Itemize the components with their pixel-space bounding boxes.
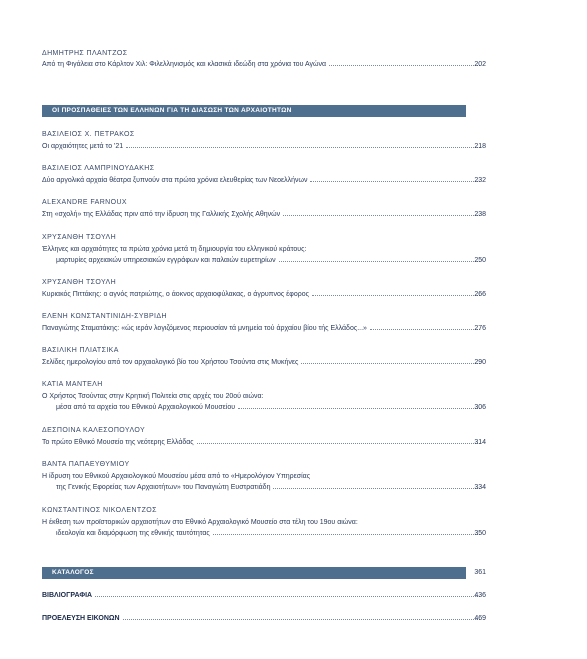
entry-page-number: 334 <box>474 484 486 491</box>
entry-title-line-1: Η ίδρυση του Εθνικού Αρχαιολογικού Μουσείου μέσα από το «Ημερολόγιον Υπηρεσίας <box>42 473 311 480</box>
leader-dots <box>370 329 480 330</box>
leader-dots <box>95 596 480 597</box>
bibliography-entry: ΒΙΒΛΙΟΓΡΑΦΙΑ <box>42 589 483 599</box>
image-sources-page-number: 469 <box>474 615 486 622</box>
entry-title-line-2: μέσα από τα αρχεία του Εθνικού Αρχαιολογικού Μουσείου <box>56 401 483 411</box>
entry-title-line-1: Έλληνες και αρχαιότητες τα πρώτα χρόνια μετά τη δημιουργία του ελληνικού κράτους: <box>42 246 307 253</box>
entry-page-number: 276 <box>474 325 486 332</box>
entry-title-line-2: μαρτυρίες αρχειακών υπηρεσιακών εγγράφων και παλαιών ευρετηρίων <box>56 254 483 264</box>
catalog-page-number: 361 <box>474 569 486 576</box>
entry-title: Στη «σχολή» της Ελλάδας πριν από την ίδρυση της Γαλλικής Σχολής Αθηνών <box>42 208 483 218</box>
image-sources-entry: ΠΡΟΕΛΕΥΣΗ ΕΙΚΟΝΩΝ <box>42 612 483 622</box>
leader-dots <box>126 147 480 148</box>
entry-title: Από τη Φιγάλεια στο Κάρλτον Χιλ: Φιλελληνισμός και κλασικά ιδεώδη στα χρόνια του Αγώνα <box>42 58 483 68</box>
entry-title-line-2: ιδεολογία και διαμόρφωση της εθνικής ταυτότητας <box>56 527 483 537</box>
entry-author: ΚΩΝΣΤΑΝΤΙΝΟΣ ΝΙΚΟΛΕΝΤΖΟΣ <box>42 507 157 514</box>
entry-author: ΔΕΣΠΟΙΝΑ ΚΑΛΕΣΟΠΟΥΛΟΥ <box>42 427 146 434</box>
leader-dots <box>238 408 480 409</box>
entry-title: Σελίδες ημερολογίου από τον αρχαιολογικό βίο του Χρήστου Τσούντα στις Μυκήνες <box>42 356 483 366</box>
entry-page-number: 238 <box>474 211 486 218</box>
leader-dots <box>310 181 480 182</box>
entry-author: ΧΡΥΣΑΝΘΗ ΤΣΟΥΛΗ <box>42 279 117 286</box>
entry-page-number: 266 <box>474 291 486 298</box>
leader-dots <box>213 534 480 535</box>
entry-author: ΕΛΕΝΗ ΚΩΝΣΤΑΝΤΙΝΙΔΗ-ΣΥΒΡΙΔΗ <box>42 313 167 320</box>
entry-author: ΒΑΣΙΛΕΙΟΣ ΛΑΜΠΡΙΝΟΥΔΑΚΗΣ <box>42 165 155 172</box>
entry-author: ΚΑΤΙΑ ΜΑΝΤΕΛΗ <box>42 381 103 388</box>
entry-author: ALEXANDRE FARNOUX <box>42 199 127 206</box>
entry-title-line-1: Ο Χρήστος Τσούντας στην Κρητική Πολιτεία στις αρχές του 20ού αιώνα: <box>42 393 264 400</box>
entry-page-number: 218 <box>474 143 486 150</box>
entry-page-number: 314 <box>474 439 486 446</box>
bibliography-page-number: 436 <box>474 592 486 599</box>
entry-author: ΒΑΣΙΛΙΚΗ ΠΛΙΑΤΣΙΚΑ <box>42 347 119 354</box>
leader-dots <box>301 363 480 364</box>
entry-page-number: 232 <box>474 177 486 184</box>
entry-page-number: 250 <box>474 257 486 264</box>
entry-title: Οι αρχαιότητες μετά το '21 <box>42 140 483 150</box>
entry-title-line-1: Η έκθεση των προϊστορικών αρχαιοτήτων στο Εθνικό Αρχαιολογικό Μουσείο στα τέλη του 19ου αιώνα: <box>42 519 358 526</box>
leader-dots <box>279 261 480 262</box>
leader-dots <box>312 295 480 296</box>
entry-page-number: 306 <box>474 404 486 411</box>
entry-page-number: 202 <box>474 61 486 68</box>
entry-page-number: 290 <box>474 359 486 366</box>
leader-dots <box>329 65 480 66</box>
leader-dots <box>197 443 480 444</box>
leader-dots <box>283 215 480 216</box>
section-heading: ΟΙ ΠΡΟΣΠΑΘΕΙΕΣ ΤΩΝ ΕΛΛΗΝΩΝ ΓΙΑ ΤΗ ΔΙΑΣΩΣΗ ΤΩΝ ΑΡΧΑΙΟΤΗΤΩΝ <box>42 105 466 117</box>
entry-author: ΒΑΣΙΛΕΙΟΣ Χ. ΠΕΤΡΑΚΟΣ <box>42 131 135 138</box>
entry-author: ΧΡΥΣΑΝΘΗ ΤΣΟΥΛΗ <box>42 234 117 241</box>
entry-author: ΒΑΝΤΑ ΠΑΠΑΕΥΘΥΜΙΟΥ <box>42 461 130 468</box>
entry-author: ΔΗΜΗΤΡΗΣ ΠΛΑΝΤΖΟΣ <box>42 50 128 57</box>
leader-dots <box>273 488 480 489</box>
entry-page-number: 350 <box>474 530 486 537</box>
catalog-heading: ΚΑΤΑΛΟΓΟΣ <box>42 567 466 579</box>
entry-title-line-2: της Γενικής Εφορείας των Αρχαιοτήτων» του Παναγιώτη Ευστρατιάδη <box>56 481 483 491</box>
entry-title: Το πρώτο Εθνικό Μουσείο της νεότερης Ελλάδας <box>42 436 483 446</box>
entry-title: Παναγιώτης Σταματάκης: «ώς ιεράν λογιζόμενος περιουσίαν τά μνημεία τού άρχαίου βίου τής Ελλάδος...» <box>42 322 483 332</box>
entry-title: Δύο αργολικά αρχαία θέατρα ξυπνούν στα πρώτα χρόνια ελευθερίας των Νεοελλήνων <box>42 174 483 184</box>
leader-dots <box>123 619 480 620</box>
entry-title: Κυριακός Πιττάκης: ο αγνός πατριώτης, ο άοκνος αρχαιοφύλακας, ο άγρυπνος έφορος <box>42 288 483 298</box>
